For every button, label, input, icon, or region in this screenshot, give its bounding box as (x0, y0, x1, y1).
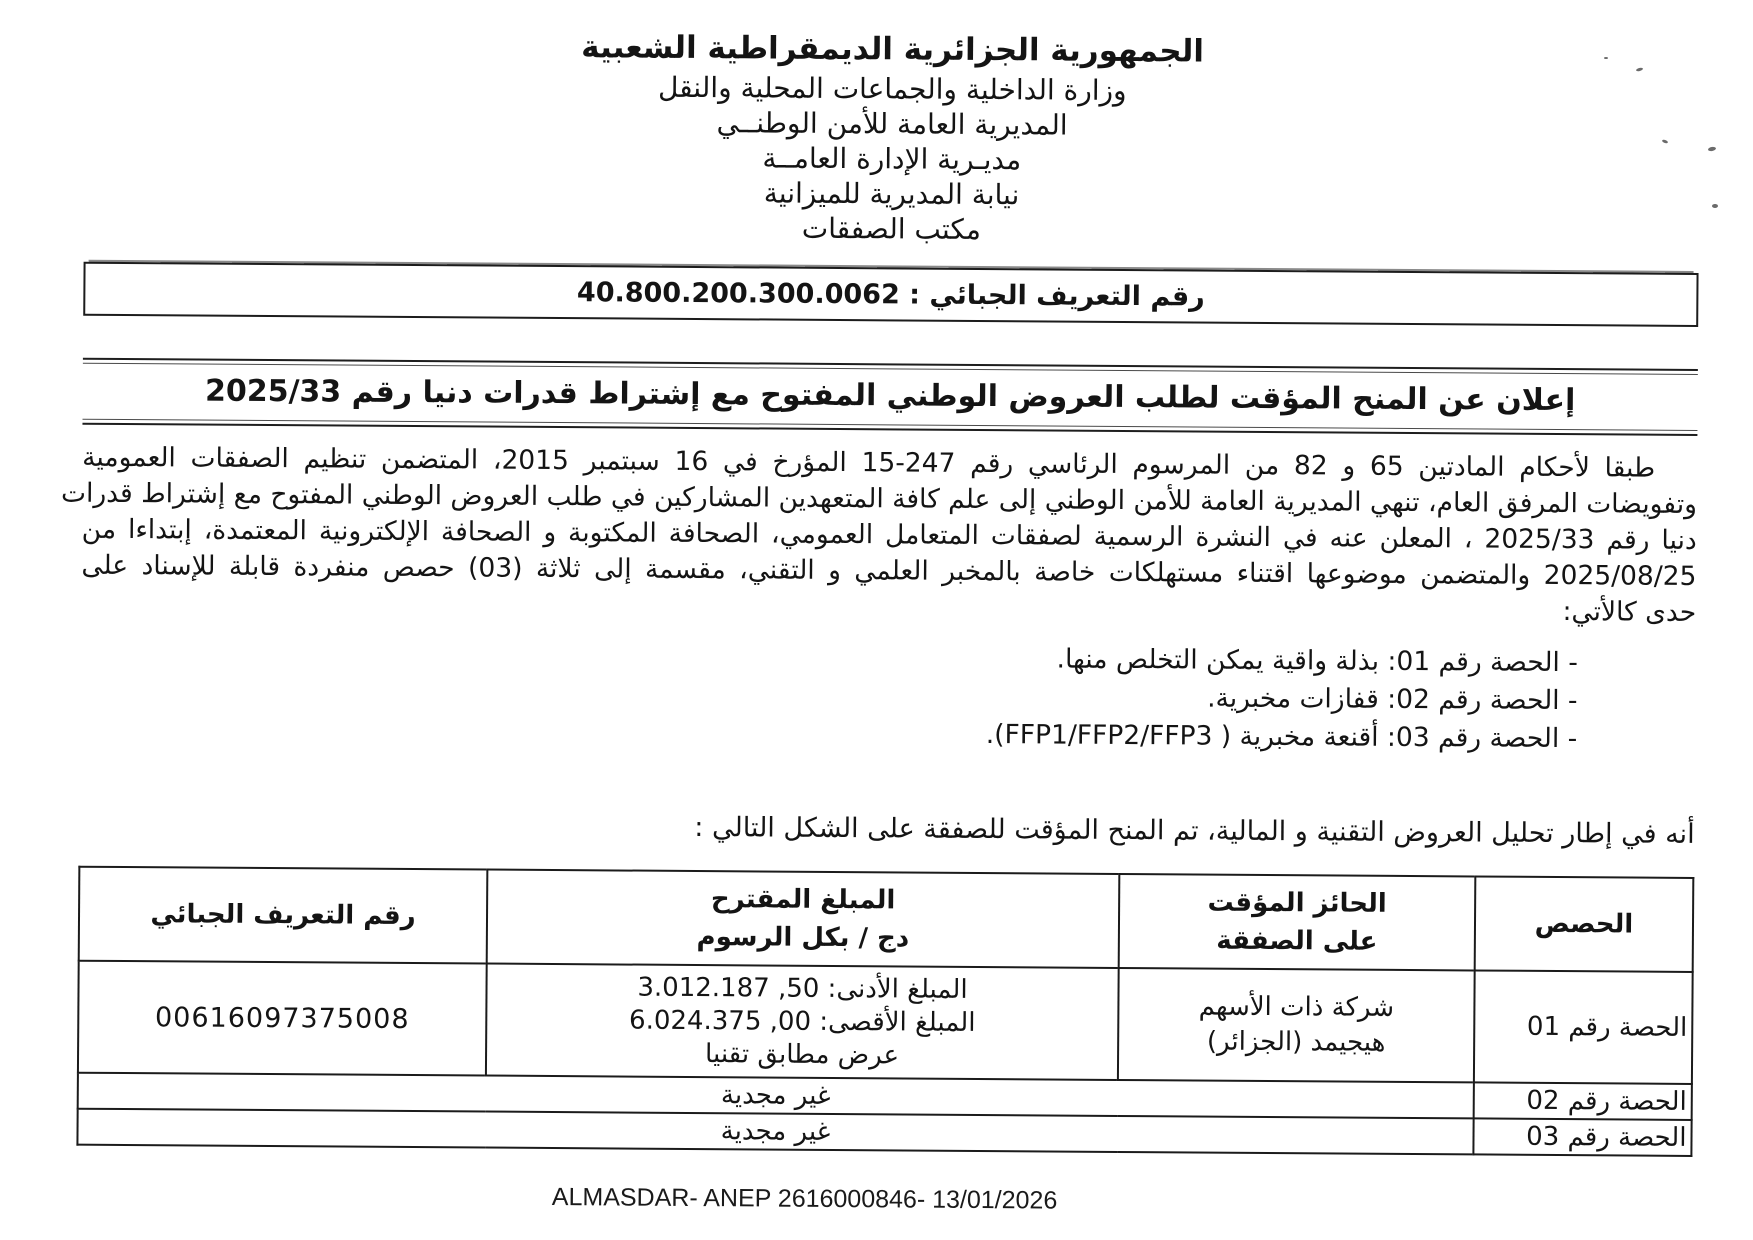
paragraph-line-2: وتفويضات المرفق العام، تنهي المديرية العامة للأمن الوطني إلى علم كافة المتعهدين المشاركين في طلب العروض الوطني المفتوح مع إشتراط قدرات (60, 477, 1698, 520)
announcement-title-box (82, 358, 1697, 436)
intro-paragraph (60, 440, 1698, 631)
paragraph-line-3: دنيا رقم 2025/33 ، المعلن عنه في النشرة الرسمية لصفقات المتعامل العمومي، الصحافة المكتوبة و الصحافة الإلكترونية المعتمدة، إبتداءا من (81, 513, 1697, 556)
paragraph-line-1: طبقا لأحكام المادتين 65 و 82 من المرسوم الرئاسي رقم 247-15 المؤرخ في 16 سبتمبر 2015، المتضمن تنظيم الصفقات العمومية (82, 441, 1656, 484)
announcement-title: إعلان عن المنح المؤقت لطلب العروض الوطني المفتوح مع إشتراط قدرات دنيا رقم 2025/33 (82, 363, 1697, 431)
lot-item-3: - الحصة رقم 03: أقنعة مخبرية ( FFP1/FFP2/FFP3). (985, 719, 1578, 755)
country-title: الجمهورية الجزائرية الديمقراطية الشعبية (581, 29, 1205, 70)
lot1-amount-min (491, 970, 1113, 1007)
administration-directorate-line: مديـرية الإدارة العامــة (762, 141, 1022, 177)
document-header (84, 22, 1700, 252)
directorate-general-line: المديرية العامة للأمن الوطنــي (716, 106, 1068, 142)
lot1-taxid (78, 961, 487, 1076)
lot1-amount-max (491, 1003, 1113, 1040)
budget-subdirectorate-line: نيابة المديرية للميزانية (763, 176, 1020, 212)
lot2-result: غير مجدية (78, 1073, 1474, 1119)
ministry-line: وزارة الداخلية والجماعات المحلية والنقل (657, 70, 1127, 107)
lot1-label: الحصة رقم 01 (1474, 970, 1693, 1084)
lot1-holder-line1: شركة ذات الأسهم (1198, 991, 1395, 1023)
lot3-label: الحصة رقم 03 (1473, 1118, 1691, 1156)
lot1-amount-max-value: 6.024.375 ,00 (629, 1005, 812, 1037)
lot3-result: غير مجدية (77, 1109, 1473, 1155)
tax-id-banner (83, 262, 1698, 327)
contracts-office-line: مكتب الصفقات (801, 211, 982, 246)
lot1-holder (1118, 968, 1475, 1082)
award-intro-line: أنه في إطار تحليل العروض التقنية و المالية، تم المنح المؤقت للصفقة على الشكل التالي : (694, 811, 1695, 850)
table-header-row (79, 867, 1694, 972)
anep-footer: ALMASDAR- ANEP 2616000846- 13/01/2026 (551, 1183, 1058, 1215)
document-sheet (60, 0, 1700, 1220)
tax-id-banner-text: رقم التعريف الجبائي : 40.800.200.300.0062 (576, 276, 1205, 313)
col-header-holder-line1: الحائز المؤقت (1207, 887, 1387, 919)
lot-item-1: - الحصة رقم 01: بذلة واقية يمكن التخلص منها. (1056, 643, 1578, 679)
lot1-amount-note: عرض مطابق تقنيا (705, 1038, 900, 1070)
col-header-amount-line1: المبلغ المقترح (710, 884, 896, 916)
col-header-holder-line2: على الصفقة (1216, 925, 1378, 957)
col-header-lots: الحصص (1475, 876, 1694, 972)
lot2-label: الحصة رقم 02 (1474, 1082, 1692, 1120)
paragraph-line-5: حدى كالأتي: (1562, 596, 1697, 628)
scan-speck (1604, 57, 1608, 59)
lot1-amount-max-label: المبلغ الأقصى: (819, 1006, 976, 1038)
lot1-holder-line2: هيجيمد (الجزائر) (1206, 1026, 1386, 1058)
lot1-amount (486, 964, 1119, 1080)
paragraph-line-4: 2025/08/25 والمتضمن موضوعها اقتناء مستهلكات خاصة بالمخبر العلمي و التقني، مقسمة إلى ثلاثة (03) حصص منفردة قابلة للإسناد على (81, 549, 1697, 592)
col-header-taxid: رقم التعريف الجبائي (79, 867, 488, 964)
col-header-amount-line2: دج / بكل الرسوم (696, 922, 910, 954)
col-header-amount (487, 870, 1120, 968)
lot1-taxid-value: 00616097375008 (154, 1001, 410, 1035)
scan-speck (1708, 146, 1717, 151)
table-row-lot1 (78, 961, 1693, 1084)
lot-item-2: - الحصة رقم 02: قفازات مخبرية. (1207, 682, 1578, 717)
lot-list (80, 634, 1696, 759)
col-header-holder (1119, 874, 1476, 970)
lot1-amount-min-value: 3.012.187 ,50 (637, 972, 820, 1004)
lot1-amount-min-label: المبلغ الأدنى: (827, 973, 968, 1005)
award-table (76, 866, 1694, 1157)
scan-speck (1712, 204, 1718, 208)
